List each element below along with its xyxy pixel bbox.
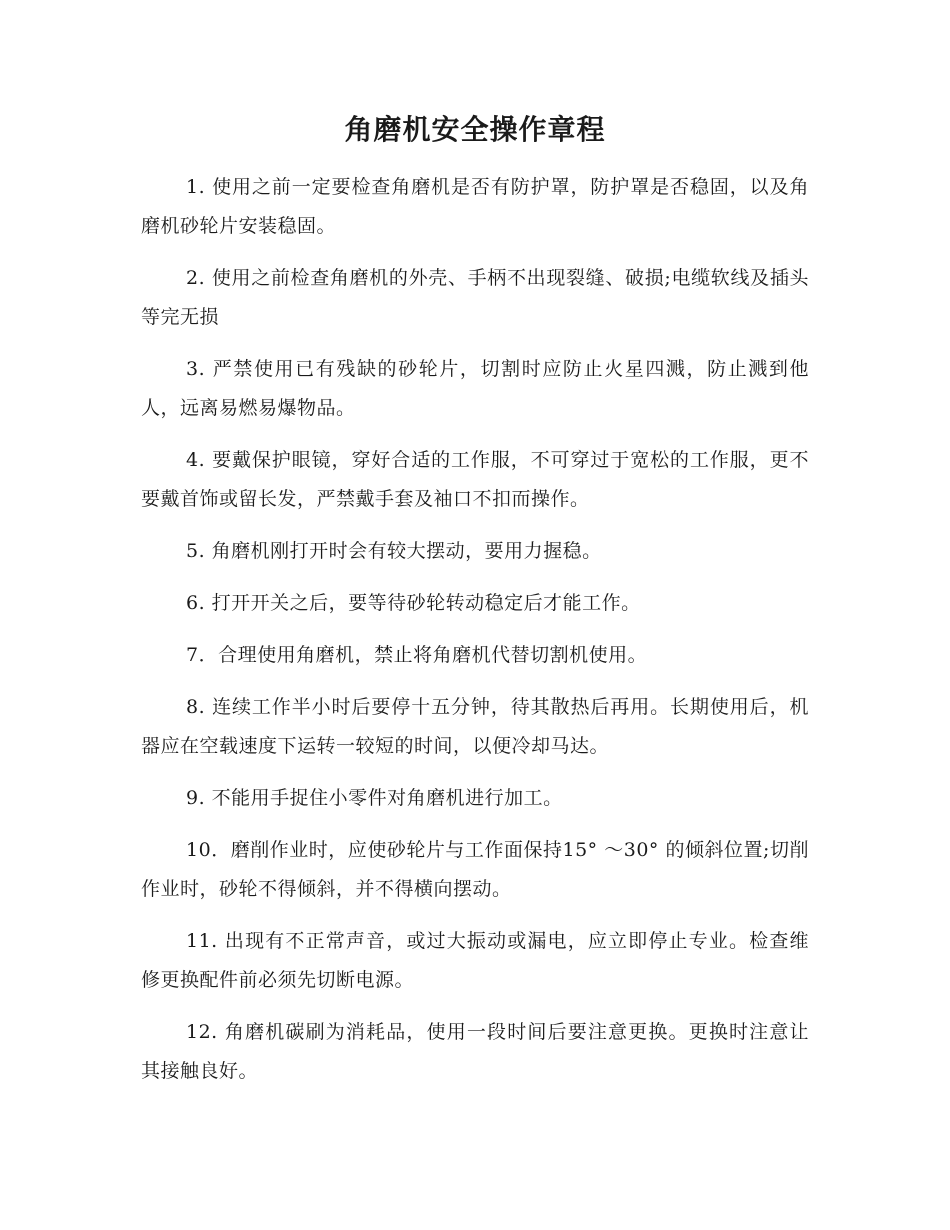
rule-list [141,168,809,1104]
rule-item-12: 12. 角磨机碳刷为消耗品，使用一段时间后要注意更换。更换时注意让其接触良好。 [141,1021,809,1082]
rule-item-10: 10．磨削作业时，应使砂轮片与工作面保持15° ～30° 的倾斜位置;切削作业时，砂轮不得倾斜，并不得横向摆动。 [141,839,809,900]
rule-item-3: 3. 严禁使用已有残缺的砂轮片，切割时应防止火星四溅，防止溅到他人，远离易燃易爆物品。 [141,358,809,419]
rule-item-1: 1. 使用之前一定要检查角磨机是否有防护罩，防护罩是否稳固，以及角磨机砂轮片安装稳固。 [141,176,809,237]
document-title: 角磨机安全操作章程 [344,113,606,146]
rule-item-6: 6. 打开开关之后，要等待砂轮转动稳定后才能工作。 [186,592,641,614]
rule-item-4: 4. 要戴保护眼镜，穿好合适的工作服，不可穿过于宽松的工作服，更不要戴首饰或留长发，严禁戴手套及袖口不扣而操作。 [141,449,809,510]
rule-item-2: 2. 使用之前检查角磨机的外壳、手柄不出现裂缝、破损;电缆软线及插头等完无损 [141,267,809,328]
rule-item-5: 5. 角磨机刚打开时会有较大摆动，要用力握稳。 [186,540,602,562]
rule-item-7: 7．合理使用角磨机，禁止将角磨机代替切割机使用。 [186,644,648,666]
rule-item-8: 8. 连续工作半小时后要停十五分钟，待其散热后再用。长期使用后，机器应在空载速度下运转一较短的时间，以便冷却马达。 [141,696,809,757]
rule-item-9: 9. 不能用手捉住小零件对角磨机进行加工。 [186,787,563,809]
rule-item-11: 11. 出现有不正常声音，或过大振动或漏电，应立即停止专业。检查维修更换配件前必须先切断电源。 [141,930,809,991]
